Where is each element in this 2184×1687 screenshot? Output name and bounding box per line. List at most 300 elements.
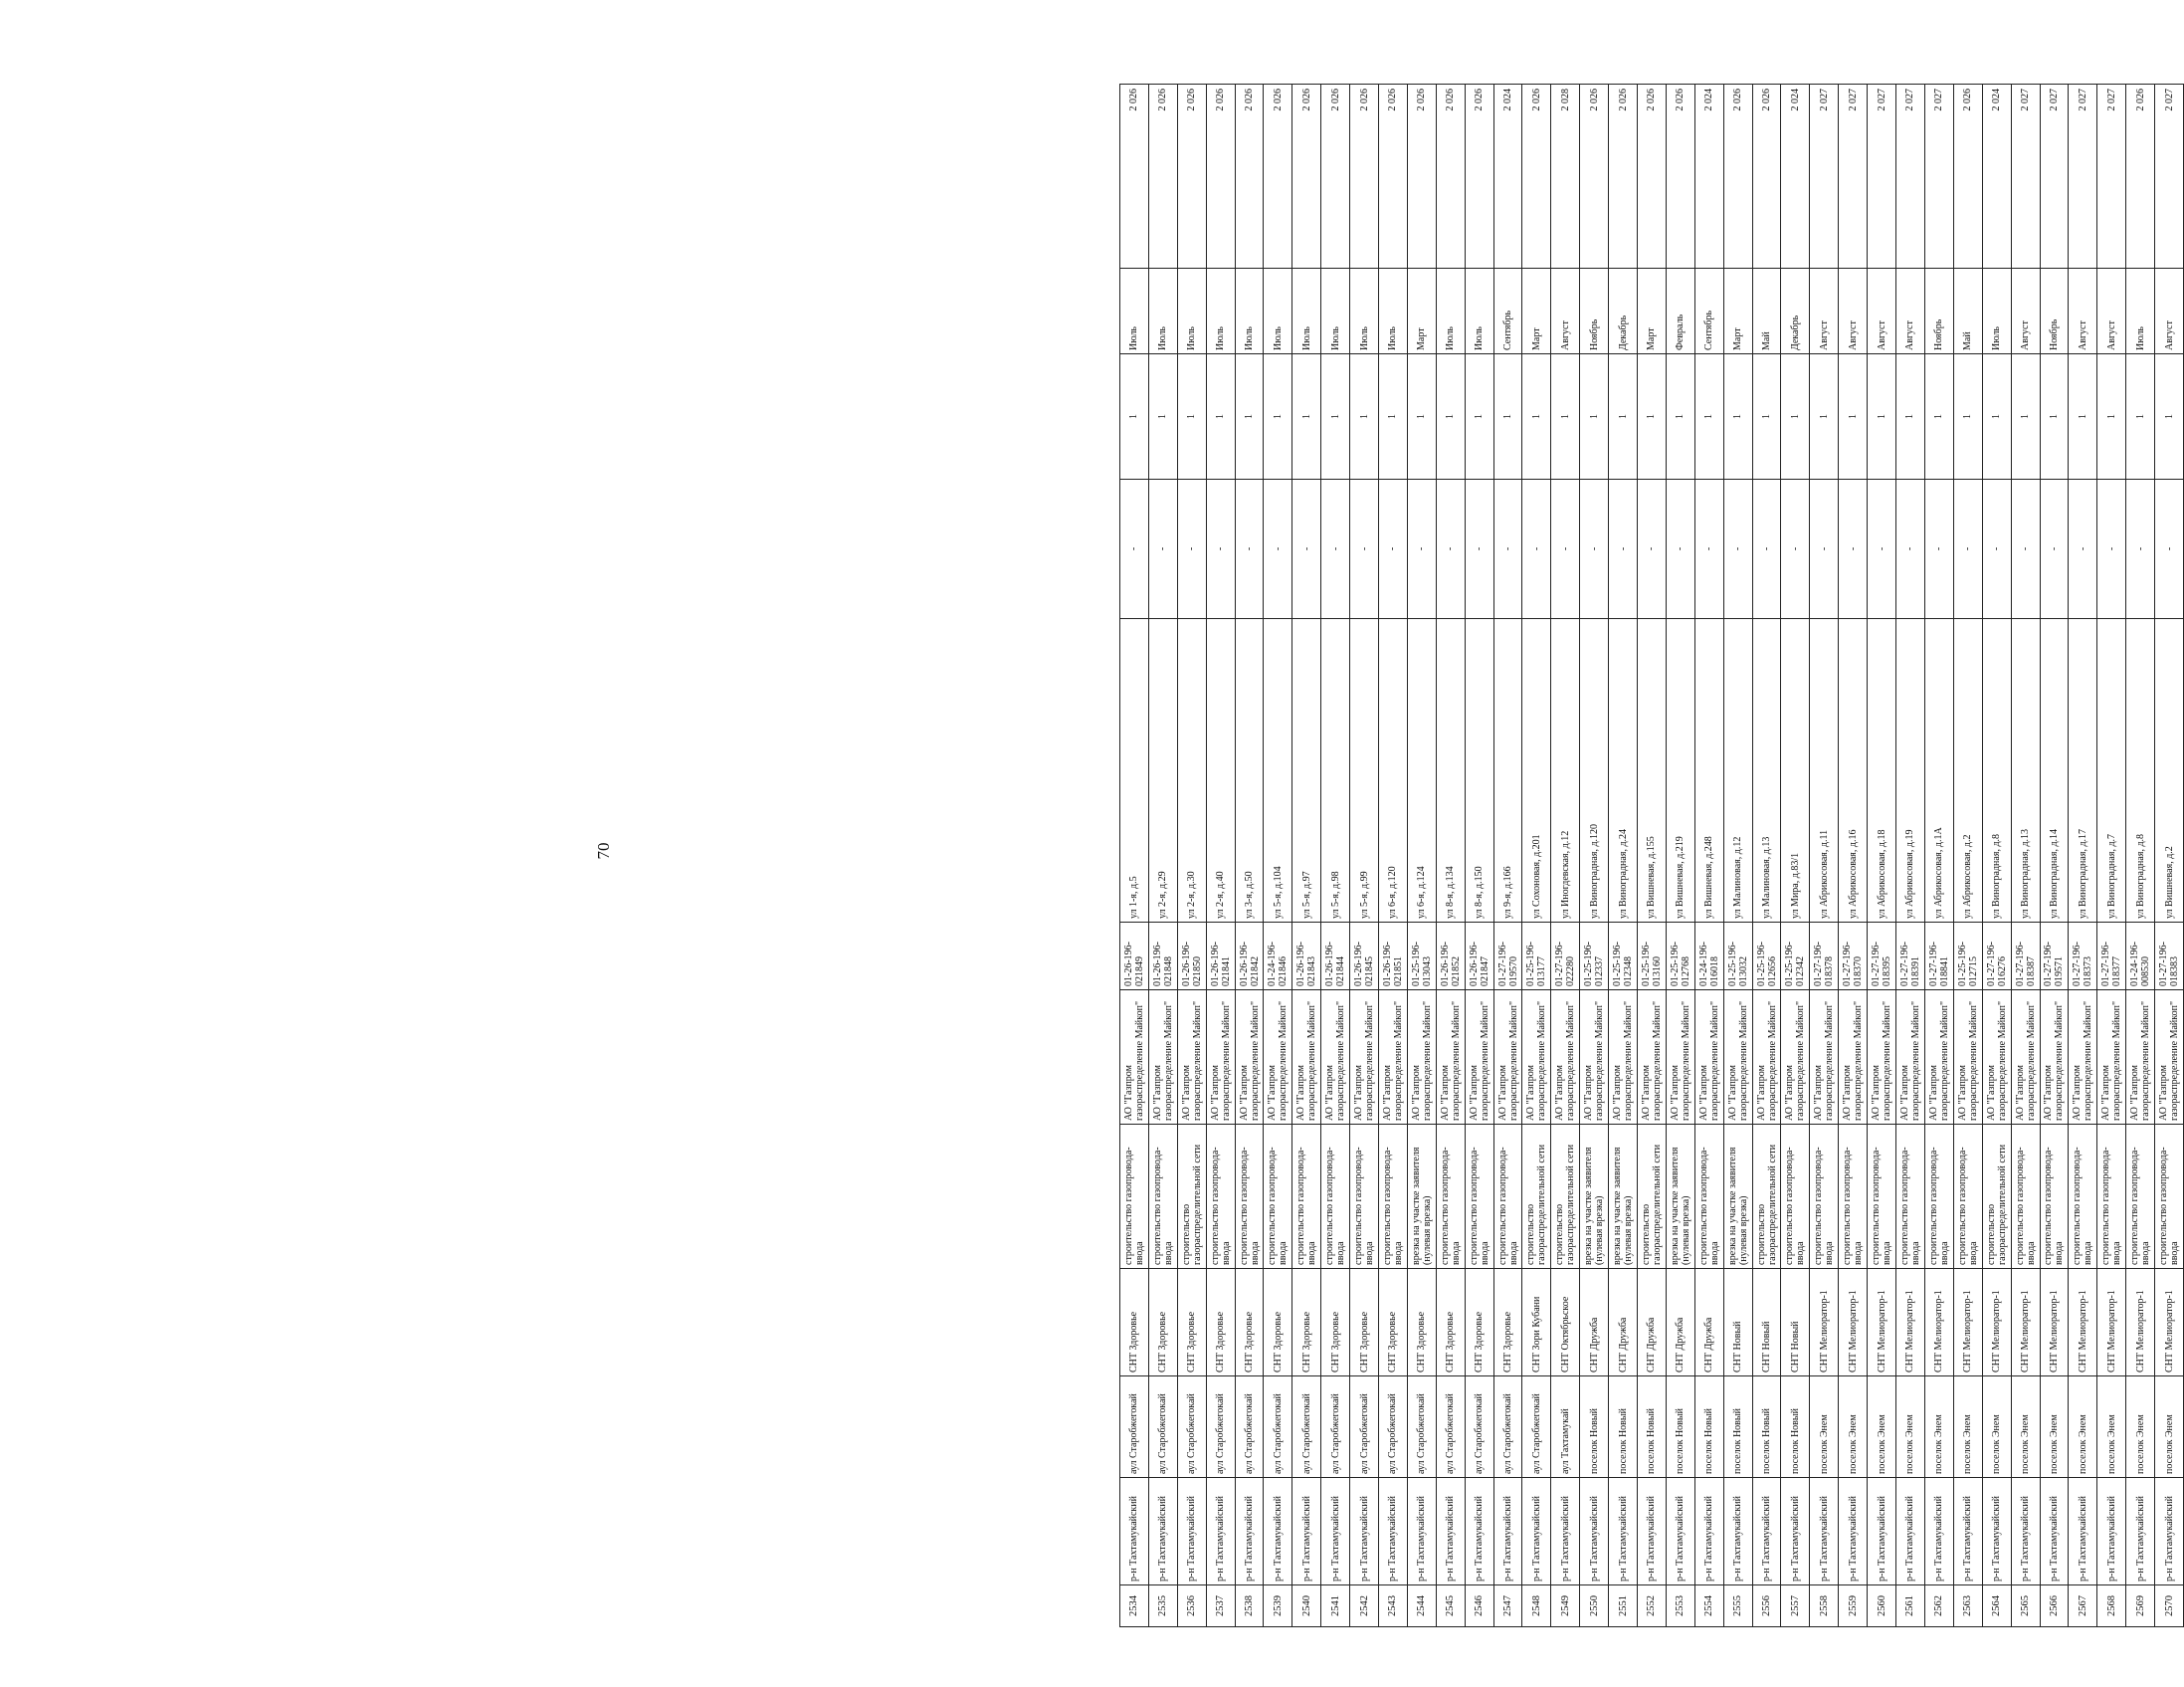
organization-cell: АО "Газпром газораспределение Майкоп" — [1896, 990, 1925, 1125]
month-cell: Июль — [1235, 269, 1264, 354]
address-cell: ул 5-я, д.104 — [1264, 619, 1292, 923]
address-cell: ул Абрикосовая, д.19 — [1896, 619, 1925, 923]
table-row — [1321, 85, 1350, 1627]
empty-value-cell: - — [1407, 480, 1436, 619]
month-cell: Декабрь — [1609, 269, 1638, 354]
table-row — [1235, 85, 1264, 1627]
count-cell: 1 — [1896, 354, 1925, 480]
locality-cell: поселок Энем — [2040, 1376, 2069, 1478]
cadastral-number-cell: 01-27-196-022280 — [1551, 923, 1580, 990]
snt-cell: СНТ Здоровье — [1148, 1269, 1177, 1376]
organization-cell: АО "Газпром газораспределение Майкоп" — [1953, 990, 1982, 1125]
month-cell: Февраль — [1666, 269, 1694, 354]
work-type-cell: строительство газопровода-ввода — [1120, 1125, 1149, 1269]
work-type-cell: строительство газопровода-ввода — [1350, 1125, 1379, 1269]
organization-cell: АО "Газпром газораспределение Майкоп" — [1868, 990, 1896, 1125]
address-cell: ул Вишневая, д.2 — [2155, 619, 2184, 923]
work-type-cell: строительство газопровода-ввода — [1292, 1125, 1321, 1269]
district-cell: р-н Тахтамукайский — [1723, 1478, 1752, 1585]
table-row — [1407, 85, 1436, 1627]
locality-cell: аул Старобжегокай — [1206, 1376, 1235, 1478]
work-type-cell: строительство газопровода-ввода — [1810, 1125, 1839, 1269]
snt-cell: СНТ Здоровье — [1321, 1269, 1350, 1376]
table-row — [1522, 85, 1551, 1627]
district-cell: р-н Тахтамукайский — [1177, 1478, 1206, 1585]
page-number: 70 — [594, 842, 613, 860]
locality-cell: поселок Новый — [1752, 1376, 1781, 1478]
work-type-cell: врезка на участке заявителя (нулевая врезка) — [1723, 1125, 1752, 1269]
table-body — [1120, 85, 2184, 1627]
address-cell: ул Вишневая, д.155 — [1638, 619, 1667, 923]
locality-cell: аул Старобжегокай — [1350, 1376, 1379, 1478]
address-cell: ул Виноградная, д.24 — [1609, 619, 1638, 923]
organization-cell: АО "Газпром газораспределение Майкоп" — [1120, 990, 1149, 1125]
row-number-cell: 2561 — [1896, 1585, 1925, 1627]
cadastral-number-cell: 01-26-196-021843 — [1292, 923, 1321, 990]
table-row — [1953, 85, 1982, 1627]
snt-cell: СНТ Здоровье — [1465, 1269, 1493, 1376]
address-cell: ул Абрикосовая, д.11 — [1810, 619, 1839, 923]
month-cell: Июль — [1177, 269, 1206, 354]
work-type-cell: строительство газопровода-ввода — [1206, 1125, 1235, 1269]
snt-cell: СНТ Дружба — [1580, 1269, 1609, 1376]
count-cell: 1 — [2040, 354, 2069, 480]
empty-value-cell: - — [1868, 480, 1896, 619]
month-cell: Март — [1723, 269, 1752, 354]
year-cell: 2 026 — [1638, 85, 1667, 269]
organization-cell: АО "Газпром газораспределение Майкоп" — [1493, 990, 1522, 1125]
month-cell: Июль — [1321, 269, 1350, 354]
empty-value-cell: - — [2040, 480, 2069, 619]
organization-cell: АО "Газпром газораспределение Майкоп" — [1982, 990, 2011, 1125]
cadastral-number-cell: 01-25-196-012337 — [1580, 923, 1609, 990]
district-cell: р-н Тахтамукайский — [1953, 1478, 1982, 1585]
month-cell: Август — [2069, 269, 2097, 354]
month-cell: Июль — [2126, 269, 2155, 354]
month-cell: Июль — [1465, 269, 1493, 354]
year-cell: 2 024 — [1781, 85, 1810, 269]
district-cell: р-н Тахтамукайский — [1206, 1478, 1235, 1585]
empty-value-cell: - — [1752, 480, 1781, 619]
locality-cell: поселок Новый — [1723, 1376, 1752, 1478]
month-cell: Ноябрь — [2040, 269, 2069, 354]
locality-cell: аул Старобжегокай — [1465, 1376, 1493, 1478]
table-row — [1264, 85, 1292, 1627]
year-cell: 2 027 — [2069, 85, 2097, 269]
district-cell: р-н Тахтамукайский — [2155, 1478, 2184, 1585]
year-cell: 2 026 — [1206, 85, 1235, 269]
work-type-cell: строительство газопровода-ввода — [1694, 1125, 1723, 1269]
organization-cell: АО "Газпром газораспределение Майкоп" — [1522, 990, 1551, 1125]
locality-cell: аул Старобжегокай — [1493, 1376, 1522, 1478]
year-cell: 2 026 — [2126, 85, 2155, 269]
locality-cell: аул Старобжегокай — [1436, 1376, 1465, 1478]
snt-cell: СНТ Мелиоратор-1 — [1810, 1269, 1839, 1376]
empty-value-cell: - — [1924, 480, 1953, 619]
table-row — [1666, 85, 1694, 1627]
empty-value-cell: - — [1120, 480, 1149, 619]
locality-cell: аул Старобжегокай — [1321, 1376, 1350, 1478]
snt-cell: СНТ Зори Кубани — [1522, 1269, 1551, 1376]
locality-cell: поселок Новый — [1609, 1376, 1638, 1478]
empty-value-cell: - — [1177, 480, 1206, 619]
district-cell: р-н Тахтамукайский — [1609, 1478, 1638, 1585]
organization-cell: АО "Газпром газораспределение Майкоп" — [1206, 990, 1235, 1125]
snt-cell: СНТ Здоровье — [1235, 1269, 1264, 1376]
month-cell: Июль — [1982, 269, 2011, 354]
empty-value-cell: - — [1580, 480, 1609, 619]
row-number-cell: 2534 — [1120, 1585, 1149, 1627]
month-cell: Июль — [1292, 269, 1321, 354]
count-cell: 1 — [1264, 354, 1292, 480]
snt-cell: СНТ Здоровье — [1407, 1269, 1436, 1376]
cadastral-number-cell: 01-24-196-021846 — [1264, 923, 1292, 990]
cadastral-number-cell: 01-25-196-013160 — [1638, 923, 1667, 990]
count-cell: 1 — [1723, 354, 1752, 480]
cadastral-number-cell: 01-27-196-018378 — [1810, 923, 1839, 990]
district-cell: р-н Тахтамукайский — [1924, 1478, 1953, 1585]
locality-cell: аул Старобжегокай — [1148, 1376, 1177, 1478]
year-cell: 2 027 — [1839, 85, 1868, 269]
district-cell: р-н Тахтамукайский — [1638, 1478, 1667, 1585]
snt-cell: СНТ Мелиоратор-1 — [1896, 1269, 1925, 1376]
table-row — [1868, 85, 1896, 1627]
year-cell: 2 027 — [2155, 85, 2184, 269]
organization-cell: АО "Газпром газораспределение Майкоп" — [2040, 990, 2069, 1125]
empty-value-cell: - — [1896, 480, 1925, 619]
table-row — [1924, 85, 1953, 1627]
month-cell: Август — [2155, 269, 2184, 354]
year-cell: 2 026 — [1666, 85, 1694, 269]
year-cell: 2 026 — [1752, 85, 1781, 269]
work-type-cell: строительство газопровода-ввода — [1493, 1125, 1522, 1269]
address-cell: ул 8-я, д.150 — [1465, 619, 1493, 923]
table-row — [1638, 85, 1667, 1627]
snt-cell: СНТ Мелиоратор-1 — [2040, 1269, 2069, 1376]
year-cell: 2 026 — [1407, 85, 1436, 269]
organization-cell: АО "Газпром газораспределение Майкоп" — [1551, 990, 1580, 1125]
district-cell: р-н Тахтамукайский — [2011, 1478, 2040, 1585]
work-type-cell: строительство газопровода-ввода — [1839, 1125, 1868, 1269]
address-cell: ул 5-я, д.97 — [1292, 619, 1321, 923]
year-cell: 2 026 — [1609, 85, 1638, 269]
row-number-cell: 2568 — [2097, 1585, 2126, 1627]
organization-cell: АО "Газпром газораспределение Майкоп" — [1407, 990, 1436, 1125]
row-number-cell: 2540 — [1292, 1585, 1321, 1627]
empty-value-cell: - — [2069, 480, 2097, 619]
cadastral-number-cell: 01-25-196-012768 — [1666, 923, 1694, 990]
district-cell: р-н Тахтамукайский — [1522, 1478, 1551, 1585]
year-cell: 2 026 — [1580, 85, 1609, 269]
empty-value-cell: - — [1321, 480, 1350, 619]
count-cell: 1 — [1781, 354, 1810, 480]
district-cell: р-н Тахтамукайский — [1148, 1478, 1177, 1585]
cadastral-number-cell: 01-27-196-016276 — [1982, 923, 2011, 990]
snt-cell: СНТ Мелиоратор-1 — [2011, 1269, 2040, 1376]
year-cell: 2 027 — [2040, 85, 2069, 269]
address-cell: ул Малиновая, д.12 — [1723, 619, 1752, 923]
year-cell: 2 026 — [1522, 85, 1551, 269]
empty-value-cell: - — [1609, 480, 1638, 619]
table-row — [1493, 85, 1522, 1627]
locality-cell: поселок Энем — [1896, 1376, 1925, 1478]
locality-cell: аул Старобжегокай — [1235, 1376, 1264, 1478]
snt-cell: СНТ Дружба — [1638, 1269, 1667, 1376]
table-row — [2011, 85, 2040, 1627]
month-cell: Июль — [1148, 269, 1177, 354]
row-number-cell: 2557 — [1781, 1585, 1810, 1627]
organization-cell: АО "Газпром газораспределение Майкоп" — [1810, 990, 1839, 1125]
empty-value-cell: - — [1723, 480, 1752, 619]
year-cell: 2 026 — [1148, 85, 1177, 269]
row-number-cell: 2567 — [2069, 1585, 2097, 1627]
snt-cell: СНТ Новый — [1781, 1269, 1810, 1376]
year-cell: 2 027 — [2097, 85, 2126, 269]
empty-value-cell: - — [1522, 480, 1551, 619]
empty-value-cell: - — [1350, 480, 1379, 619]
month-cell: Июль — [1350, 269, 1379, 354]
organization-cell: АО "Газпром газораспределение Майкоп" — [1580, 990, 1609, 1125]
address-cell: ул Вишневая, д.219 — [1666, 619, 1694, 923]
row-number-cell: 2570 — [2155, 1585, 2184, 1627]
address-cell: ул 5-я, д.99 — [1350, 619, 1379, 923]
cadastral-number-cell: 01-26-196-021849 — [1120, 923, 1149, 990]
snt-cell: СНТ Мелиоратор-1 — [1868, 1269, 1896, 1376]
row-number-cell: 2539 — [1264, 1585, 1292, 1627]
count-cell: 1 — [1638, 354, 1667, 480]
table-row — [1120, 85, 1149, 1627]
month-cell: Август — [1810, 269, 1839, 354]
locality-cell: аул Старобжегокай — [1379, 1376, 1408, 1478]
district-cell: р-н Тахтамукайский — [1868, 1478, 1896, 1585]
empty-value-cell: - — [2011, 480, 2040, 619]
year-cell: 2 026 — [1177, 85, 1206, 269]
district-cell: р-н Тахтамукайский — [1781, 1478, 1810, 1585]
snt-cell: СНТ Мелиоратор-1 — [2155, 1269, 2184, 1376]
snt-cell: СНТ Дружба — [1694, 1269, 1723, 1376]
table-row — [1580, 85, 1609, 1627]
locality-cell: аул Старобжегокай — [1292, 1376, 1321, 1478]
address-cell: ул Виноградная, д.7 — [2097, 619, 2126, 923]
snt-cell: СНТ Здоровье — [1206, 1269, 1235, 1376]
organization-cell: АО "Газпром газораспределение Майкоп" — [1839, 990, 1868, 1125]
row-number-cell: 2536 — [1177, 1585, 1206, 1627]
district-cell: р-н Тахтамукайский — [1235, 1478, 1264, 1585]
address-cell: ул Малиновая, д.13 — [1752, 619, 1781, 923]
count-cell: 1 — [1694, 354, 1723, 480]
cadastral-number-cell: 01-25-196-012715 — [1953, 923, 1982, 990]
count-cell: 1 — [2097, 354, 2126, 480]
organization-cell: АО "Газпром газораспределение Майкоп" — [1264, 990, 1292, 1125]
table-row — [1206, 85, 1235, 1627]
count-cell: 1 — [1436, 354, 1465, 480]
count-cell: 1 — [1953, 354, 1982, 480]
locality-cell: аул Тахтамукай — [1551, 1376, 1580, 1478]
cadastral-number-cell: 01-25-196-013043 — [1407, 923, 1436, 990]
count-cell: 1 — [1551, 354, 1580, 480]
work-type-cell: строительство газораспределительной сети — [1522, 1125, 1551, 1269]
work-type-cell: строительство газопровода-ввода — [2040, 1125, 2069, 1269]
work-type-cell: строительство газопровода-ввода — [2126, 1125, 2155, 1269]
organization-cell: АО "Газпром газораспределение Майкоп" — [2155, 990, 2184, 1125]
organization-cell: АО "Газпром газораспределение Майкоп" — [1752, 990, 1781, 1125]
snt-cell: СНТ Мелиоратор-1 — [1924, 1269, 1953, 1376]
work-type-cell: строительство газопровода-ввода — [1235, 1125, 1264, 1269]
count-cell: 1 — [2126, 354, 2155, 480]
rotated-table-container — [1119, 85, 2184, 1627]
gasification-schedule-table — [1119, 84, 2184, 1627]
work-type-cell: строительство газопровода-ввода — [2097, 1125, 2126, 1269]
snt-cell: СНТ Здоровье — [1177, 1269, 1206, 1376]
address-cell: ул 9-я, д.166 — [1493, 619, 1522, 923]
month-cell: Сентябрь — [1493, 269, 1522, 354]
organization-cell: АО "Газпром газораспределение Майкоп" — [2126, 990, 2155, 1125]
cadastral-number-cell: 01-27-196-018383 — [2155, 923, 2184, 990]
year-cell: 2 027 — [1924, 85, 1953, 269]
district-cell: р-н Тахтамукайский — [1982, 1478, 2011, 1585]
year-cell: 2 027 — [2011, 85, 2040, 269]
year-cell: 2 026 — [1953, 85, 1982, 269]
month-cell: Июль — [1379, 269, 1408, 354]
year-cell: 2 026 — [1321, 85, 1350, 269]
address-cell: ул Вишневая, д.248 — [1694, 619, 1723, 923]
row-number-cell: 2546 — [1465, 1585, 1493, 1627]
table-row — [1148, 85, 1177, 1627]
locality-cell: аул Старобжегокай — [1120, 1376, 1149, 1478]
cadastral-number-cell: 01-26-196-021844 — [1321, 923, 1350, 990]
work-type-cell: строительство газопровода-ввода — [1924, 1125, 1953, 1269]
organization-cell: АО "Газпром газораспределение Майкоп" — [1694, 990, 1723, 1125]
locality-cell: аул Старобжегокай — [1264, 1376, 1292, 1478]
district-cell: р-н Тахтамукайский — [1407, 1478, 1436, 1585]
locality-cell: поселок Энем — [1924, 1376, 1953, 1478]
empty-value-cell: - — [1953, 480, 1982, 619]
work-type-cell: строительство газораспределительной сети — [1752, 1125, 1781, 1269]
cadastral-number-cell: 01-26-196-021851 — [1379, 923, 1408, 990]
table-row — [2040, 85, 2069, 1627]
row-number-cell: 2564 — [1982, 1585, 2011, 1627]
row-number-cell: 2565 — [2011, 1585, 2040, 1627]
row-number-cell: 2538 — [1235, 1585, 1264, 1627]
month-cell: Сентябрь — [1694, 269, 1723, 354]
table-row — [1694, 85, 1723, 1627]
year-cell: 2 026 — [1235, 85, 1264, 269]
row-number-cell: 2542 — [1350, 1585, 1379, 1627]
table-row — [1292, 85, 1321, 1627]
organization-cell: АО "Газпром газораспределение Майкоп" — [1666, 990, 1694, 1125]
cadastral-number-cell: 01-27-196-018370 — [1839, 923, 1868, 990]
organization-cell: АО "Газпром газораспределение Майкоп" — [1379, 990, 1408, 1125]
district-cell: р-н Тахтамукайский — [1465, 1478, 1493, 1585]
snt-cell: СНТ Здоровье — [1264, 1269, 1292, 1376]
cadastral-number-cell: 01-25-196-012348 — [1609, 923, 1638, 990]
address-cell: ул Виноградная, д.14 — [2040, 619, 2069, 923]
empty-value-cell: - — [2126, 480, 2155, 619]
locality-cell: поселок Новый — [1666, 1376, 1694, 1478]
work-type-cell: строительство газораспределительной сети — [1551, 1125, 1580, 1269]
empty-value-cell: - — [1465, 480, 1493, 619]
count-cell: 1 — [1206, 354, 1235, 480]
row-number-cell: 2559 — [1839, 1585, 1868, 1627]
empty-value-cell: - — [1235, 480, 1264, 619]
address-cell: ул Абрикосовая, д.2 — [1953, 619, 1982, 923]
empty-value-cell: - — [1551, 480, 1580, 619]
row-number-cell: 2535 — [1148, 1585, 1177, 1627]
snt-cell: СНТ Октябрьское — [1551, 1269, 1580, 1376]
organization-cell: АО "Газпром газораспределение Майкоп" — [1609, 990, 1638, 1125]
month-cell: Июль — [1264, 269, 1292, 354]
month-cell: Май — [1752, 269, 1781, 354]
empty-value-cell: - — [1379, 480, 1408, 619]
year-cell: 2 024 — [1493, 85, 1522, 269]
snt-cell: СНТ Мелиоратор-1 — [2126, 1269, 2155, 1376]
cadastral-number-cell: 01-24-196-008530 — [2126, 923, 2155, 990]
work-type-cell: строительство газопровода-ввода — [2069, 1125, 2097, 1269]
table-row — [1839, 85, 1868, 1627]
work-type-cell: строительство газопровода-ввода — [1781, 1125, 1810, 1269]
work-type-cell: врезка на участке заявителя (нулевая врезка) — [1407, 1125, 1436, 1269]
count-cell: 1 — [1924, 354, 1953, 480]
district-cell: р-н Тахтамукайский — [1321, 1478, 1350, 1585]
count-cell: 1 — [1120, 354, 1149, 480]
cadastral-number-cell: 01-25-196-013177 — [1522, 923, 1551, 990]
empty-value-cell: - — [1839, 480, 1868, 619]
month-cell: Ноябрь — [1580, 269, 1609, 354]
work-type-cell: врезка на участке заявителя (нулевая врезка) — [1580, 1125, 1609, 1269]
year-cell: 2 027 — [1896, 85, 1925, 269]
snt-cell: СНТ Новый — [1723, 1269, 1752, 1376]
cadastral-number-cell: 01-26-196-021845 — [1350, 923, 1379, 990]
district-cell: р-н Тахтамукайский — [1264, 1478, 1292, 1585]
organization-cell: АО "Газпром газораспределение Майкоп" — [2097, 990, 2126, 1125]
cadastral-number-cell: 01-27-196-019570 — [1493, 923, 1522, 990]
table-row — [1350, 85, 1379, 1627]
work-type-cell: строительство газопровода-ввода — [2011, 1125, 2040, 1269]
count-cell: 1 — [1465, 354, 1493, 480]
work-type-cell: строительство газопровода-ввода — [1436, 1125, 1465, 1269]
row-number-cell: 2553 — [1666, 1585, 1694, 1627]
empty-value-cell: - — [1810, 480, 1839, 619]
district-cell: р-н Тахтамукайский — [2069, 1478, 2097, 1585]
count-cell: 1 — [1177, 354, 1206, 480]
empty-value-cell: - — [1148, 480, 1177, 619]
count-cell: 1 — [1350, 354, 1379, 480]
month-cell: Март — [1407, 269, 1436, 354]
month-cell: Август — [2097, 269, 2126, 354]
table-row — [2097, 85, 2126, 1627]
address-cell: ул 8-я, д.134 — [1436, 619, 1465, 923]
month-cell: Март — [1638, 269, 1667, 354]
row-number-cell: 2545 — [1436, 1585, 1465, 1627]
year-cell: 2 024 — [1694, 85, 1723, 269]
count-cell: 1 — [1292, 354, 1321, 480]
year-cell: 2 026 — [1264, 85, 1292, 269]
table-row — [2155, 85, 2184, 1627]
cadastral-number-cell: 01-26-196-021842 — [1235, 923, 1264, 990]
table-row — [2069, 85, 2097, 1627]
month-cell: Август — [1868, 269, 1896, 354]
address-cell: ул Абрикосовая, д.16 — [1839, 619, 1868, 923]
locality-cell: поселок Энем — [1810, 1376, 1839, 1478]
snt-cell: СНТ Дружба — [1609, 1269, 1638, 1376]
organization-cell: АО "Газпром газораспределение Майкоп" — [1148, 990, 1177, 1125]
count-cell: 1 — [1868, 354, 1896, 480]
table-row — [1752, 85, 1781, 1627]
address-cell: ул Виноградная, д.13 — [2011, 619, 2040, 923]
district-cell: р-н Тахтамукайский — [1292, 1478, 1321, 1585]
table-row — [1781, 85, 1810, 1627]
year-cell: 2 026 — [1350, 85, 1379, 269]
